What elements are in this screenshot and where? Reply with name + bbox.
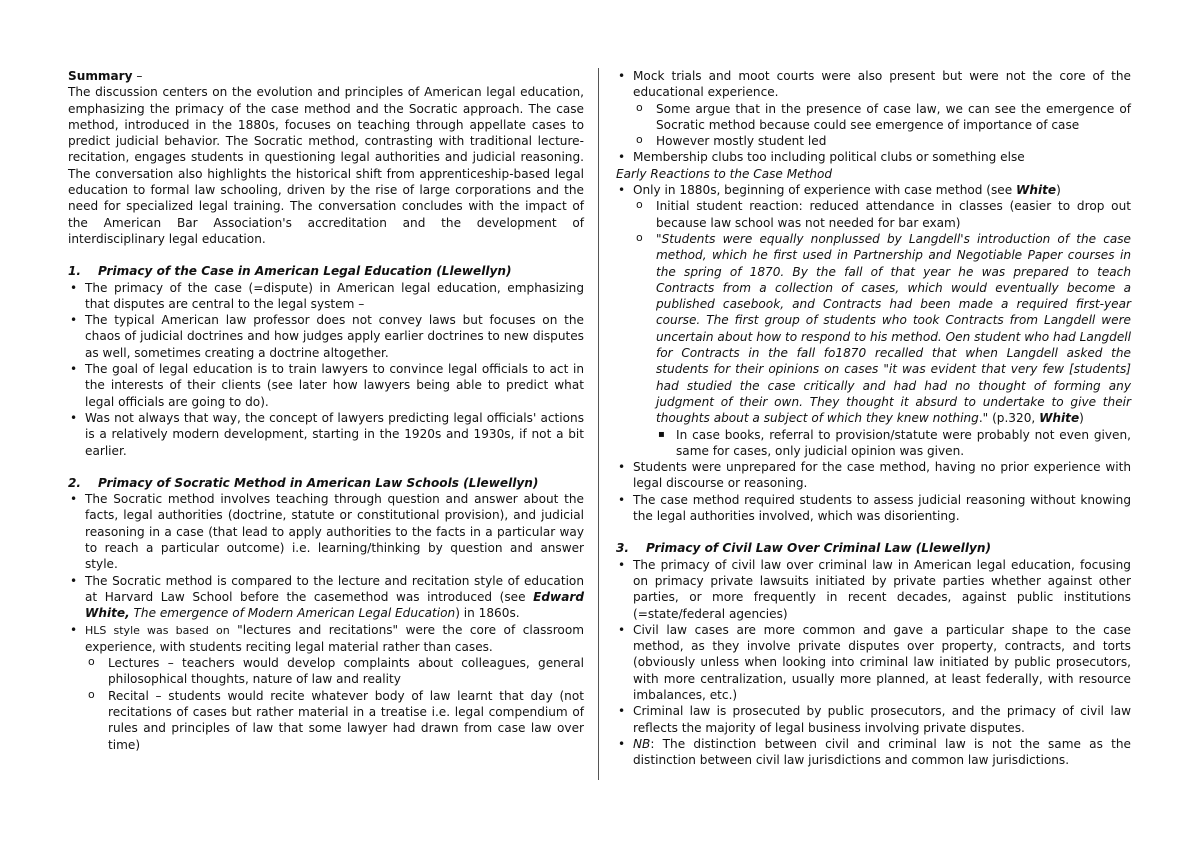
list-item: • The goal of legal education is to train lawyers to convince legal officials to act in the interests of their clients (see later how lawyers being able to predict what legal officials are going to do). <box>68 361 584 410</box>
list-item: • NB: The distinction between civil and criminal law is not the same as the distinction between civil law jurisdictions and common law jurisdictions. <box>616 736 1131 769</box>
list-item: • The case method required students to assess judicial reasoning without knowing the legal authorities involved, which was disorienting. <box>616 492 1131 525</box>
section-3-list <box>616 557 1131 769</box>
list-item: • Civil law cases are more common and gave a particular shape to the case method, as they involve private disputes over property, contracts, and torts (obviously unless when looking into criminal law initiated by public prosecutors, with more centralization, usually more planned, at least federally, with resource imbalances, etc.) <box>616 622 1131 703</box>
list-item: • Was not always that way, the concept of lawyers predicting legal officials' actions is a relatively modern development, starting in the 1920s and 1930s, if not a bit earlier. <box>68 410 584 459</box>
section-3-heading: 3. Primacy of Civil Law Over Criminal Law (Llewellyn) <box>616 541 991 556</box>
sub-list-item: o Initial student reaction: reduced attendance in classes (easier to drop out because law school was not needed for bar exam) <box>616 198 1131 231</box>
section-2-list <box>68 491 584 753</box>
list-item: • The typical American law professor does not convey laws but focuses on the chaos of judicial doctrines and how judges apply earlier doctrines to new disputes as well, sometimes creating a doctrine altogether. <box>68 312 584 361</box>
sub-list-item: o Lectures – teachers would develop complaints about colleagues, general philosophical thoughts, nature of law and reality <box>68 655 584 688</box>
list-item: • Criminal law is prosecuted by public prosecutors, and the primacy of civil law reflects the majority of legal business involving private disputes. <box>616 703 1131 736</box>
list-item: • The primacy of civil law over criminal law in American legal education, focusing on primacy private lawsuits initiated by private parties whether against other parties, or more frequently in recent decades, against public institutions (=state/federal agencies) <box>616 557 1131 622</box>
list-item: • Only in 1880s, beginning of experience with case method (see White) <box>616 182 1131 198</box>
continuation-list <box>616 68 1131 166</box>
list-item: • The Socratic method involves teaching through question and answer about the facts, legal authorities (doctrine, statute or constitutional provision), and judicial reasoning in a case (that lead to apply authorities to the facts in a particular way to reach a particular outcome) i.e. learning/thinking by question and answer style. <box>68 491 584 572</box>
sub-list-item: o Some argue that in the presence of case law, we can see the emergence of Socratic method because could see emergence of importance of case <box>616 101 1131 134</box>
list-item: • The Socratic method is compared to the lecture and recitation style of education at Harvard Law School before the casemethod was introduced (see Edward White, The emergence of Modern American Legal Education) in 1860s. <box>68 573 584 622</box>
sub-sub-list-item: ▪ In case books, referral to provision/statute were probably not even given, same for cases, only judicial opinion was given. <box>616 427 1131 460</box>
sub-list-item: o Recital – students would recite whatever body of law learnt that day (not recitations of cases but rather material in a treatise i.e. legal compendium of rules and principles of law that some lawyer had drawn from case law over time) <box>68 688 584 753</box>
list-item: • Mock trials and moot courts were also present but were not the core of the educational experience. <box>616 68 1131 101</box>
column-divider <box>598 68 599 780</box>
section-1-heading: 1. Primacy of the Case in American Legal Education (Llewellyn) <box>68 264 512 279</box>
list-item: • The primacy of the case (=dispute) in American legal education, emphasizing that disputes are central to the legal system – <box>68 280 584 313</box>
left-column <box>68 68 584 753</box>
subheading-early-reactions: Early Reactions to the Case Method <box>616 166 833 181</box>
right-column <box>616 68 1131 768</box>
section-1-list <box>68 280 584 459</box>
early-reactions-list <box>616 182 1131 524</box>
summary-heading: Summary – <box>68 69 143 83</box>
list-item: • Students were unprepared for the case method, having no prior experience with legal discourse or reasoning. <box>616 459 1131 492</box>
sub-list-item: o However mostly student led <box>616 133 1131 149</box>
sub-list-item-quote: o "Students were equally nonplussed by Langdell's introduction of the case method, which he first used in Partnership and Negotiable Paper courses in the spring of 1870. By the fall of that year he was prepared to teach Contracts from a collection of cases, which would eventually become a published casebook, and Contracts had been made a required first-year course. The first group of students who took Contracts from Langdell were uncertain about how to respond to his method. Oen student who had Langdell for Contracts in the fall fo1870 recalled that when Langdell asked the students for their opinions on cases "it was evident that very few [students] had studied the case critically and had had no thought of forming any judgment of their own. They thought it absurd to undertake to give their thoughts about a subject of which they knew nothing." (p.320, White) <box>616 231 1131 427</box>
summary-paragraph: The discussion centers on the evolution and principles of American legal education, emphasizing the primacy of the case method and the Socratic approach. The case method, introduced in the 1880s, focuses on teaching through appellate cases to predict judicial behavior. The Socratic method, contrasting with traditional lecture-recitation, engages students in questioning legal authorities and judicial reasoning. The conversation also highlights the historical shift from apprenticeship-based legal education to formal law schooling, driven by the rise of large corporations and the need for specialized legal training. The conversation concludes with the impact of the American Bar Association's accreditation and the development of interdisciplinary legal education. <box>68 85 584 246</box>
list-item: • Membership clubs too including political clubs or something else <box>616 149 1131 165</box>
list-item: • HLS style was based on "lectures and recitations" were the core of classroom experience, with students reciting legal material rather than cases. <box>68 622 584 656</box>
section-2-heading: 2. Primacy of Socratic Method in American Law Schools (Llewellyn) <box>68 475 539 490</box>
